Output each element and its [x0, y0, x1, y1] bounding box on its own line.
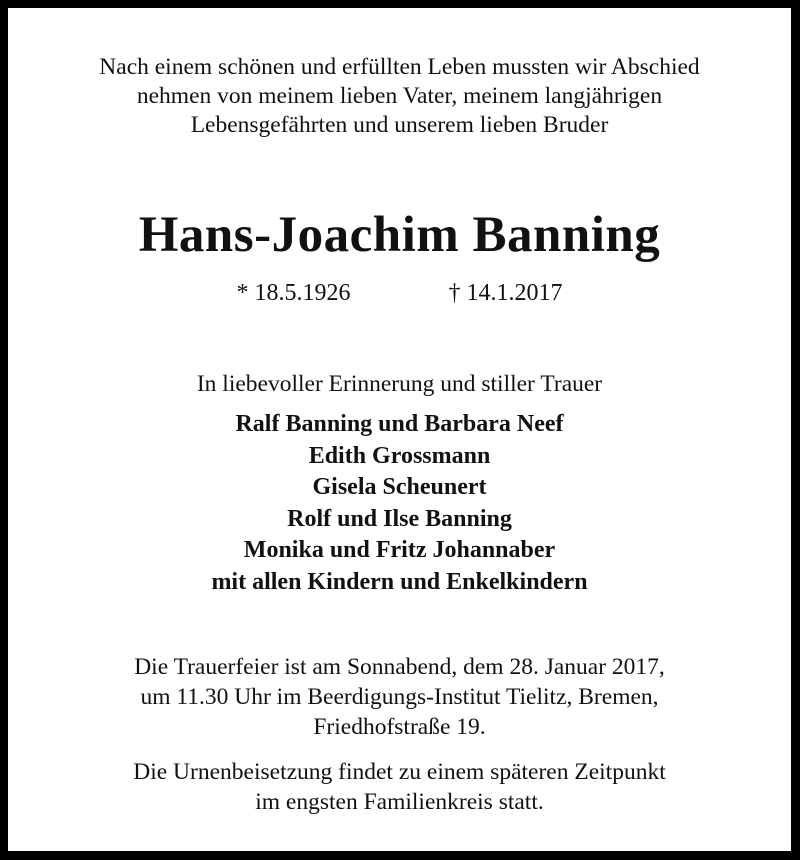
birth-date: * 18.5.1926 — [236, 280, 351, 306]
mourner: mit allen Kindern und Enkelkindern — [211, 568, 588, 595]
mourner: Rolf und Ilse Banning — [287, 505, 512, 532]
ceremony-line: Friedhofstraße 19. — [313, 714, 486, 740]
death-date: † 14.1.2017 — [448, 280, 563, 306]
urn-line: im engsten Familienkreis statt. — [255, 789, 544, 815]
ceremony-line: Die Trauerfeier ist am Sonnabend, dem 28. Januar 2017, — [134, 654, 665, 680]
intro-line: nehmen von meinem lieben Vater, meinem langjährigen — [136, 83, 663, 109]
mourner: Edith Grossmann — [308, 442, 491, 469]
ceremony-line: um 11.30 Uhr im Beerdigungs-Institut Tielitz, Bremen, — [140, 684, 659, 710]
intro-line: Lebensgefährten und unserem lieben Bruder — [190, 112, 609, 138]
deceased-name: Hans-Joachim Banning — [138, 207, 661, 263]
intro-line: Nach einem schönen und erfüllten Leben mussten wir Abschied — [99, 54, 700, 80]
mourners-list — [8, 409, 791, 598]
intro-text — [8, 53, 791, 140]
life-dates — [8, 280, 791, 307]
memory-line: In liebevoller Erinnerung und stiller Trauer — [196, 371, 603, 397]
mourner: Monika und Fritz Johannaber — [243, 537, 556, 563]
mourner: Gisela Scheunert — [312, 474, 487, 500]
urn-burial-info — [8, 757, 791, 817]
urn-line: Die Urnenbeisetzung findet zu einem späteren Zeitpunkt — [133, 759, 666, 785]
ceremony-info — [8, 652, 791, 742]
mourner: Ralf Banning und Barbara Neef — [235, 411, 564, 437]
